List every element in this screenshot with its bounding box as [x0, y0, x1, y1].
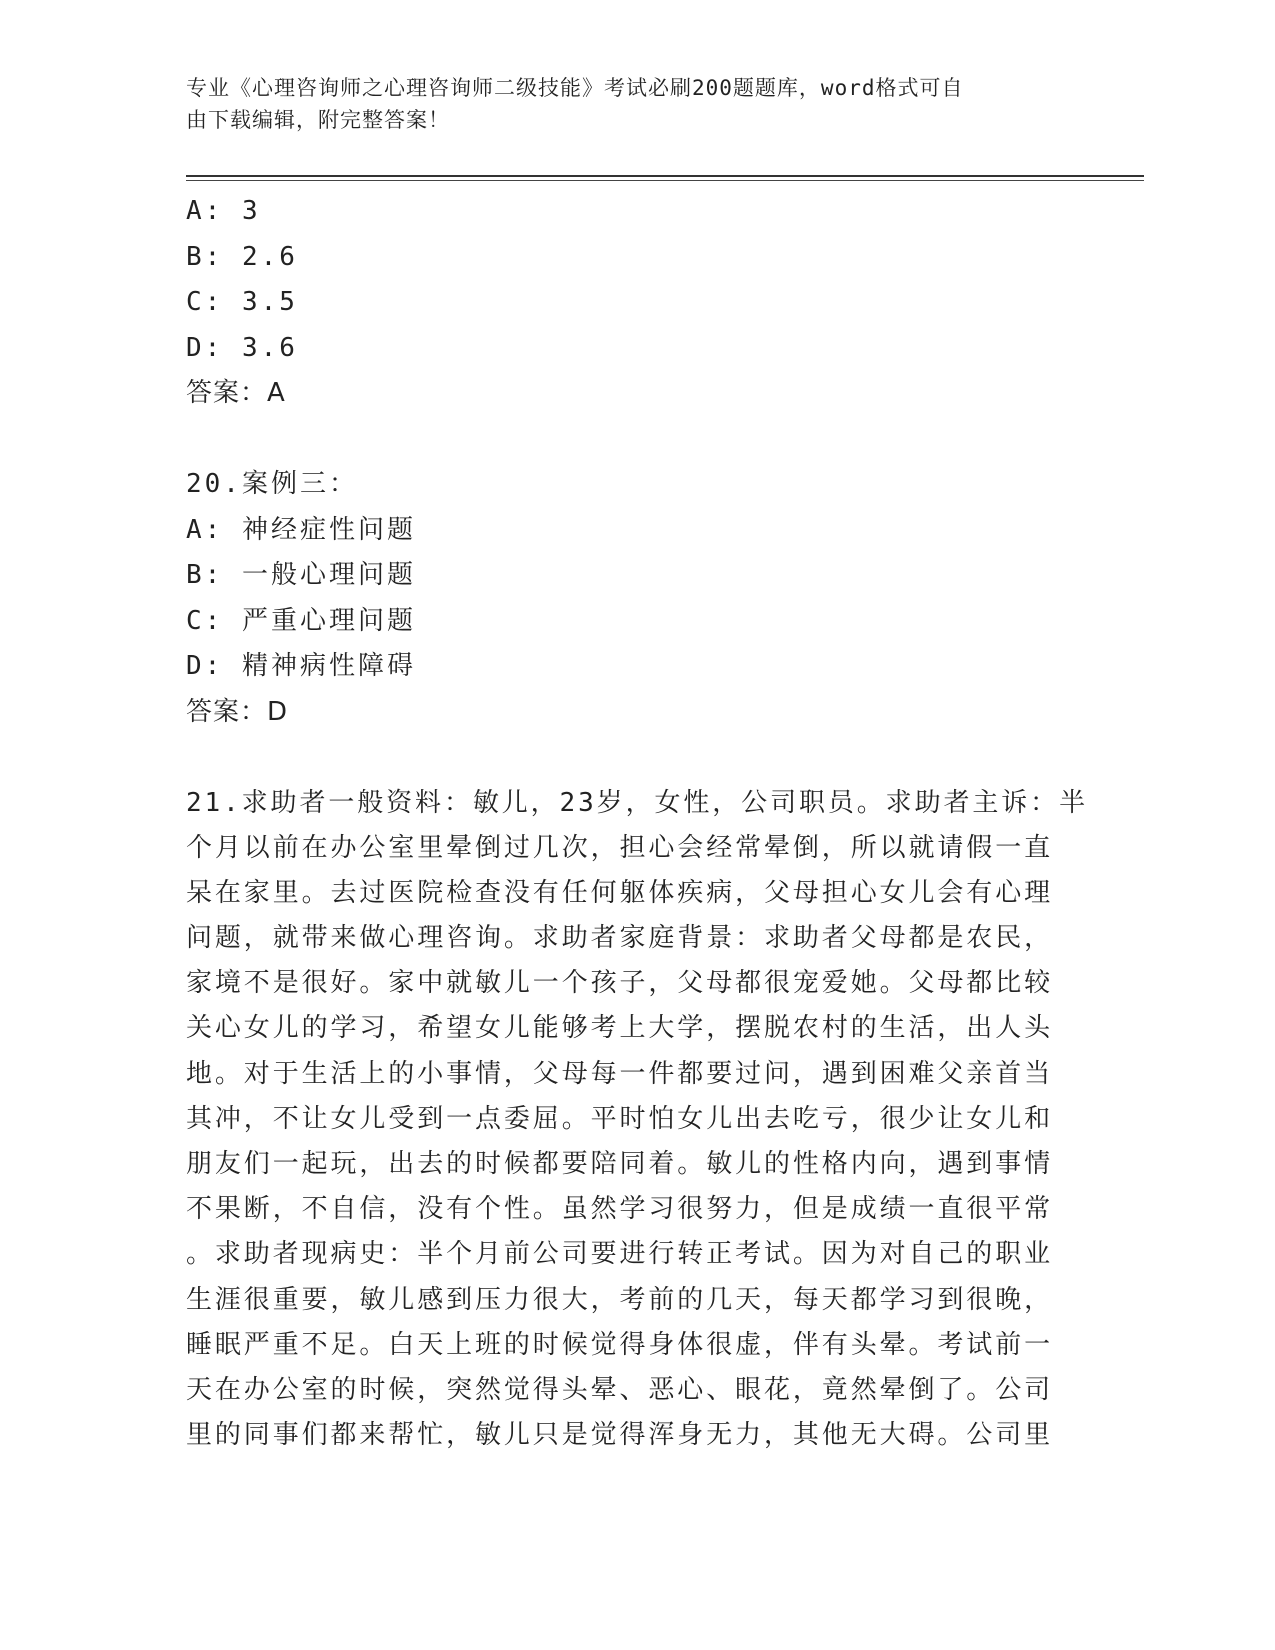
paragraph-line: 问题，就带来做心理咨询。求助者家庭背景：求助者父母都是农民，	[186, 923, 1054, 954]
answer-line: 答案：D	[186, 696, 289, 727]
document-body	[186, 189, 1086, 1458]
paragraph-line: 睡眠严重不足。白天上班的时候觉得身体很虚，伴有头晕。考试前一	[186, 1329, 1054, 1360]
header-line-2: 由下载编辑，附完整答案！	[186, 108, 450, 132]
paragraph-line: 呆在家里。去过医院检查没有任何躯体疾病，父母担心女儿会有心理	[186, 877, 1054, 908]
question-20	[186, 462, 1086, 735]
paragraph-line: 地。对于生活上的小事情，父母每一件都要过问，遇到困难父亲首当	[186, 1058, 1054, 1089]
option-a: A: 神经症性问题	[186, 514, 416, 545]
spacer	[186, 417, 1086, 463]
paragraph-line: 个月以前在办公室里晕倒过几次，担心会经常晕倒，所以就请假一直	[186, 832, 1054, 863]
option-b: B: 一般心理问题	[186, 560, 416, 590]
paragraph-line: 其冲，不让女儿受到一点委屈。平时怕女儿出去吃亏，很少让女儿和	[186, 1103, 1054, 1134]
question-21	[186, 781, 1086, 1459]
paragraph-line: 不果断，不自信，没有个性。虽然学习很努力，但是成绩一直很平常	[186, 1194, 1054, 1225]
option-c: C: 严重心理问题	[186, 605, 416, 636]
answer-line: 答案：A	[186, 378, 286, 408]
paragraph-line: 里的同事们都来帮忙，敏儿只是觉得浑身无力，其他无大碍。公司里	[186, 1420, 1054, 1451]
document-header	[186, 72, 1066, 136]
question-title: 20.案例三：	[186, 469, 358, 499]
question-19	[186, 189, 1086, 417]
paragraph-line: 家境不是很好。家中就敏儿一个孩子，父母都很宠爱她。父母都比较	[186, 968, 1054, 999]
paragraph-line: 关心女儿的学习，希望女儿能够考上大学，摆脱农村的生活，出人头	[186, 1013, 1054, 1044]
paragraph-line: 21.求助者一般资料：敏儿，23岁，女性，公司职员。求助者主诉：半	[186, 787, 1088, 818]
header-divider-thin	[186, 180, 1144, 181]
option-d: D: 精神病性障碍	[186, 651, 416, 681]
paragraph-line: 朋友们一起玩，出去的时候都要陪同着。敏儿的性格内向，遇到事情	[186, 1149, 1054, 1179]
header-line-1: 专业《心理咨询师之心理咨询师二级技能》考试必刷200题题库，word格式可自	[186, 76, 964, 100]
header-divider-thick	[186, 175, 1144, 177]
paragraph-line: 天在办公室的时候，突然觉得头晕、恶心、眼花，竟然晕倒了。公司	[186, 1374, 1054, 1405]
spacer	[186, 735, 1086, 781]
option-a: A: 3	[186, 196, 261, 226]
paragraph-line: 生涯很重要，敏儿感到压力很大，考前的几天，每天都学习到很晚，	[186, 1284, 1054, 1315]
option-b: B: 2.6	[186, 241, 298, 272]
paragraph-line: 。求助者现病史：半个月前公司要进行转正考试。因为对自己的职业	[186, 1239, 1054, 1270]
option-c: C: 3.5	[186, 287, 298, 317]
option-d: D: 3.6	[186, 332, 298, 363]
